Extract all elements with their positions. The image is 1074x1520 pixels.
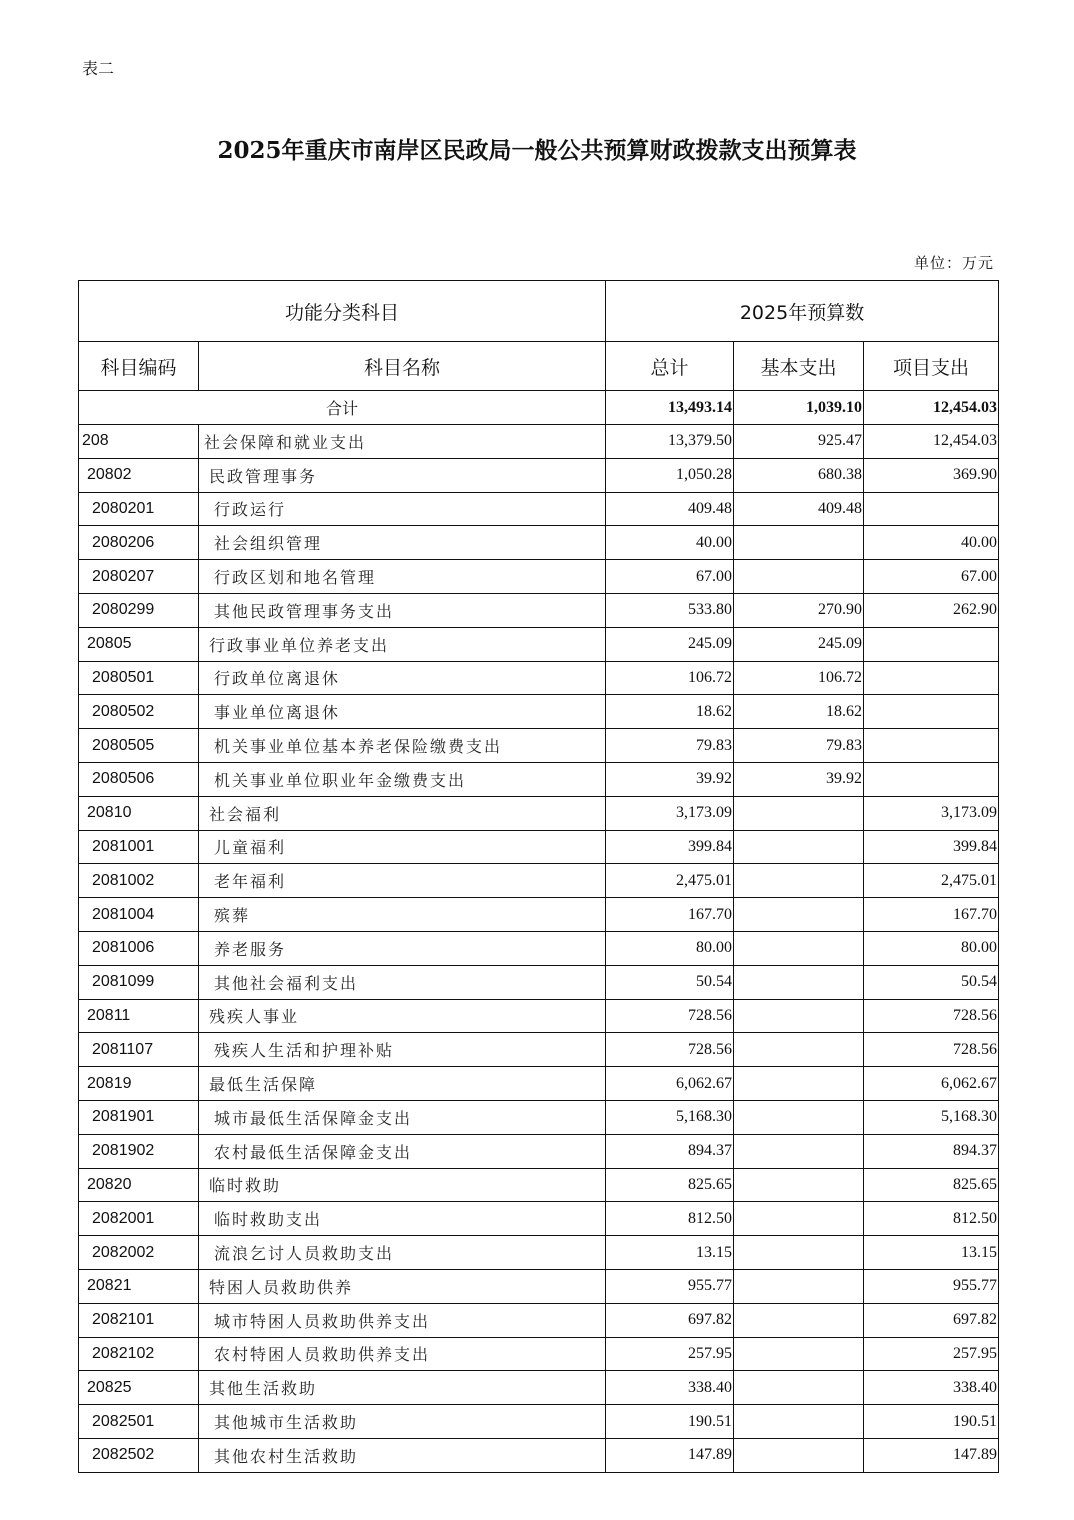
row-code: 2080299 bbox=[79, 593, 199, 627]
row-project bbox=[864, 661, 999, 695]
row-project: 5,168.30 bbox=[864, 1100, 999, 1134]
row-code: 20825 bbox=[79, 1371, 199, 1405]
row-code: 20811 bbox=[79, 999, 199, 1033]
row-name: 其他城市生活救助 bbox=[199, 1405, 606, 1439]
row-total: 825.65 bbox=[606, 1168, 734, 1202]
row-code: 2080506 bbox=[79, 762, 199, 796]
row-total: 2,475.01 bbox=[606, 864, 734, 898]
row-basic: 925.47 bbox=[734, 425, 864, 459]
table-row bbox=[79, 526, 999, 560]
row-name: 养老服务 bbox=[199, 931, 606, 965]
row-total: 39.92 bbox=[606, 762, 734, 796]
row-project: 825.65 bbox=[864, 1168, 999, 1202]
row-basic: 270.90 bbox=[734, 593, 864, 627]
row-project: 12,454.03 bbox=[864, 425, 999, 459]
row-basic bbox=[734, 1371, 864, 1405]
table-row bbox=[79, 796, 999, 830]
row-basic bbox=[734, 1134, 864, 1168]
row-basic bbox=[734, 796, 864, 830]
table-row bbox=[79, 560, 999, 594]
row-total: 728.56 bbox=[606, 1033, 734, 1067]
row-project: 6,062.67 bbox=[864, 1067, 999, 1101]
row-project: 67.00 bbox=[864, 560, 999, 594]
row-project: 80.00 bbox=[864, 931, 999, 965]
row-code: 2081002 bbox=[79, 864, 199, 898]
row-code: 2081902 bbox=[79, 1134, 199, 1168]
totals-total: 13,493.14 bbox=[606, 391, 734, 425]
row-basic bbox=[734, 560, 864, 594]
totals-label: 合计 bbox=[79, 391, 606, 425]
row-code: 20802 bbox=[79, 458, 199, 492]
table-row bbox=[79, 661, 999, 695]
row-name: 民政管理事务 bbox=[199, 458, 606, 492]
row-total: 338.40 bbox=[606, 1371, 734, 1405]
header-project: 项目支出 bbox=[864, 342, 999, 391]
row-code: 2081001 bbox=[79, 830, 199, 864]
row-project bbox=[864, 729, 999, 763]
row-code: 2080201 bbox=[79, 492, 199, 526]
table-row bbox=[79, 593, 999, 627]
totals-project: 12,454.03 bbox=[864, 391, 999, 425]
row-project bbox=[864, 695, 999, 729]
row-name: 行政事业单位养老支出 bbox=[199, 627, 606, 661]
row-basic bbox=[734, 1067, 864, 1101]
row-code: 20805 bbox=[79, 627, 199, 661]
row-code: 2082001 bbox=[79, 1202, 199, 1236]
row-total: 6,062.67 bbox=[606, 1067, 734, 1101]
table-row bbox=[79, 1067, 999, 1101]
row-code: 2080502 bbox=[79, 695, 199, 729]
row-code: 208 bbox=[79, 425, 199, 459]
row-basic: 245.09 bbox=[734, 627, 864, 661]
table-row bbox=[79, 1405, 999, 1439]
row-name: 儿童福利 bbox=[199, 830, 606, 864]
row-total: 106.72 bbox=[606, 661, 734, 695]
row-project: 369.90 bbox=[864, 458, 999, 492]
row-name: 机关事业单位基本养老保险缴费支出 bbox=[199, 729, 606, 763]
row-name: 流浪乞讨人员救助支出 bbox=[199, 1236, 606, 1270]
row-name: 其他生活救助 bbox=[199, 1371, 606, 1405]
row-name: 临时救助支出 bbox=[199, 1202, 606, 1236]
row-name: 行政区划和地名管理 bbox=[199, 560, 606, 594]
row-name: 其他社会福利支出 bbox=[199, 965, 606, 999]
row-code: 2082102 bbox=[79, 1337, 199, 1371]
row-code: 2080505 bbox=[79, 729, 199, 763]
table-row bbox=[79, 627, 999, 661]
row-total: 955.77 bbox=[606, 1269, 734, 1303]
row-basic bbox=[734, 898, 864, 932]
row-project: 2,475.01 bbox=[864, 864, 999, 898]
table-row bbox=[79, 864, 999, 898]
row-basic bbox=[734, 1033, 864, 1067]
row-total: 147.89 bbox=[606, 1438, 734, 1472]
row-project: 812.50 bbox=[864, 1202, 999, 1236]
row-total: 5,168.30 bbox=[606, 1100, 734, 1134]
row-code: 2082502 bbox=[79, 1438, 199, 1472]
row-name: 老年福利 bbox=[199, 864, 606, 898]
row-project: 697.82 bbox=[864, 1303, 999, 1337]
row-code: 20810 bbox=[79, 796, 199, 830]
row-name: 农村最低生活保障金支出 bbox=[199, 1134, 606, 1168]
row-basic: 680.38 bbox=[734, 458, 864, 492]
row-total: 245.09 bbox=[606, 627, 734, 661]
row-name: 城市最低生活保障金支出 bbox=[199, 1100, 606, 1134]
row-project: 257.95 bbox=[864, 1337, 999, 1371]
row-name: 行政单位离退休 bbox=[199, 661, 606, 695]
row-project: 338.40 bbox=[864, 1371, 999, 1405]
row-basic bbox=[734, 1100, 864, 1134]
row-project: 399.84 bbox=[864, 830, 999, 864]
row-total: 67.00 bbox=[606, 560, 734, 594]
row-total: 728.56 bbox=[606, 999, 734, 1033]
row-total: 167.70 bbox=[606, 898, 734, 932]
row-project: 894.37 bbox=[864, 1134, 999, 1168]
row-total: 3,173.09 bbox=[606, 796, 734, 830]
table-row bbox=[79, 830, 999, 864]
table-row bbox=[79, 1269, 999, 1303]
row-total: 13.15 bbox=[606, 1236, 734, 1270]
row-code: 2081006 bbox=[79, 931, 199, 965]
table-row bbox=[79, 1337, 999, 1371]
row-project: 728.56 bbox=[864, 1033, 999, 1067]
row-name: 社会组织管理 bbox=[199, 526, 606, 560]
row-basic bbox=[734, 1438, 864, 1472]
row-project: 50.54 bbox=[864, 965, 999, 999]
row-project: 728.56 bbox=[864, 999, 999, 1033]
row-basic: 79.83 bbox=[734, 729, 864, 763]
table-row bbox=[79, 458, 999, 492]
row-basic bbox=[734, 965, 864, 999]
row-project: 167.70 bbox=[864, 898, 999, 932]
table-row bbox=[79, 965, 999, 999]
row-project bbox=[864, 492, 999, 526]
row-project: 13.15 bbox=[864, 1236, 999, 1270]
row-total: 40.00 bbox=[606, 526, 734, 560]
table-label: 表二 bbox=[82, 59, 115, 78]
row-project: 147.89 bbox=[864, 1438, 999, 1472]
row-code: 2080207 bbox=[79, 560, 199, 594]
row-total: 697.82 bbox=[606, 1303, 734, 1337]
row-name: 残疾人事业 bbox=[199, 999, 606, 1033]
row-total: 533.80 bbox=[606, 593, 734, 627]
totals-row bbox=[79, 391, 999, 425]
row-name: 其他民政管理事务支出 bbox=[199, 593, 606, 627]
table-row bbox=[79, 1168, 999, 1202]
row-basic: 106.72 bbox=[734, 661, 864, 695]
row-total: 80.00 bbox=[606, 931, 734, 965]
row-name: 临时救助 bbox=[199, 1168, 606, 1202]
row-basic bbox=[734, 931, 864, 965]
row-code: 2082101 bbox=[79, 1303, 199, 1337]
page-title: 2025年重庆市南岸区民政局一般公共预算财政拨款支出预算表 bbox=[217, 137, 857, 164]
header-budget-2025: 2025年预算数 bbox=[606, 281, 999, 342]
row-total: 13,379.50 bbox=[606, 425, 734, 459]
row-project: 40.00 bbox=[864, 526, 999, 560]
table-row bbox=[79, 695, 999, 729]
row-code: 2081004 bbox=[79, 898, 199, 932]
row-name: 殡葬 bbox=[199, 898, 606, 932]
row-name: 城市特困人员救助供养支出 bbox=[199, 1303, 606, 1337]
header-code: 科目编码 bbox=[79, 342, 199, 391]
table-row bbox=[79, 1303, 999, 1337]
row-total: 1,050.28 bbox=[606, 458, 734, 492]
row-name: 事业单位离退休 bbox=[199, 695, 606, 729]
row-basic bbox=[734, 999, 864, 1033]
row-code: 2081107 bbox=[79, 1033, 199, 1067]
header-total: 总计 bbox=[606, 342, 734, 391]
row-basic bbox=[734, 1303, 864, 1337]
row-name: 行政运行 bbox=[199, 492, 606, 526]
row-project: 262.90 bbox=[864, 593, 999, 627]
row-basic bbox=[734, 864, 864, 898]
row-basic bbox=[734, 1168, 864, 1202]
row-total: 894.37 bbox=[606, 1134, 734, 1168]
row-project: 190.51 bbox=[864, 1405, 999, 1439]
row-name: 社会福利 bbox=[199, 796, 606, 830]
table-row bbox=[79, 1134, 999, 1168]
row-total: 50.54 bbox=[606, 965, 734, 999]
totals-basic: 1,039.10 bbox=[734, 391, 864, 425]
row-name: 农村特困人员救助供养支出 bbox=[199, 1337, 606, 1371]
table-row bbox=[79, 1236, 999, 1270]
row-name: 最低生活保障 bbox=[199, 1067, 606, 1101]
table-row bbox=[79, 1100, 999, 1134]
row-code: 20819 bbox=[79, 1067, 199, 1101]
row-total: 399.84 bbox=[606, 830, 734, 864]
table-row bbox=[79, 1202, 999, 1236]
header-name: 科目名称 bbox=[199, 342, 606, 391]
row-basic bbox=[734, 1337, 864, 1371]
row-name: 残疾人生活和护理补贴 bbox=[199, 1033, 606, 1067]
row-basic bbox=[734, 830, 864, 864]
row-basic bbox=[734, 1269, 864, 1303]
table-row bbox=[79, 898, 999, 932]
row-name: 社会保障和就业支出 bbox=[199, 425, 606, 459]
table-row bbox=[79, 425, 999, 459]
row-total: 409.48 bbox=[606, 492, 734, 526]
table-row bbox=[79, 1033, 999, 1067]
row-basic bbox=[734, 1236, 864, 1270]
table-row bbox=[79, 1371, 999, 1405]
row-project: 955.77 bbox=[864, 1269, 999, 1303]
row-total: 190.51 bbox=[606, 1405, 734, 1439]
row-code: 2080206 bbox=[79, 526, 199, 560]
row-name: 机关事业单位职业年金缴费支出 bbox=[199, 762, 606, 796]
table-row bbox=[79, 1438, 999, 1472]
table-row bbox=[79, 762, 999, 796]
row-code: 2082501 bbox=[79, 1405, 199, 1439]
row-code: 2082002 bbox=[79, 1236, 199, 1270]
header-function-category: 功能分类科目 bbox=[79, 281, 606, 342]
row-name: 其他农村生活救助 bbox=[199, 1438, 606, 1472]
table-row bbox=[79, 729, 999, 763]
row-project bbox=[864, 627, 999, 661]
row-total: 812.50 bbox=[606, 1202, 734, 1236]
row-total: 79.83 bbox=[606, 729, 734, 763]
row-basic: 18.62 bbox=[734, 695, 864, 729]
row-code: 2081901 bbox=[79, 1100, 199, 1134]
row-basic bbox=[734, 526, 864, 560]
table-row bbox=[79, 492, 999, 526]
row-code: 2080501 bbox=[79, 661, 199, 695]
row-code: 2081099 bbox=[79, 965, 199, 999]
row-basic bbox=[734, 1202, 864, 1236]
row-basic: 39.92 bbox=[734, 762, 864, 796]
row-total: 18.62 bbox=[606, 695, 734, 729]
table-row bbox=[79, 999, 999, 1033]
row-name: 特困人员救助供养 bbox=[199, 1269, 606, 1303]
row-total: 257.95 bbox=[606, 1337, 734, 1371]
header-basic: 基本支出 bbox=[734, 342, 864, 391]
row-project: 3,173.09 bbox=[864, 796, 999, 830]
table-row bbox=[79, 931, 999, 965]
row-code: 20821 bbox=[79, 1269, 199, 1303]
unit-note: 单位：万元 bbox=[913, 254, 994, 272]
row-basic: 409.48 bbox=[734, 492, 864, 526]
row-project bbox=[864, 762, 999, 796]
row-code: 20820 bbox=[79, 1168, 199, 1202]
row-basic bbox=[734, 1405, 864, 1439]
budget-table bbox=[78, 280, 999, 1473]
